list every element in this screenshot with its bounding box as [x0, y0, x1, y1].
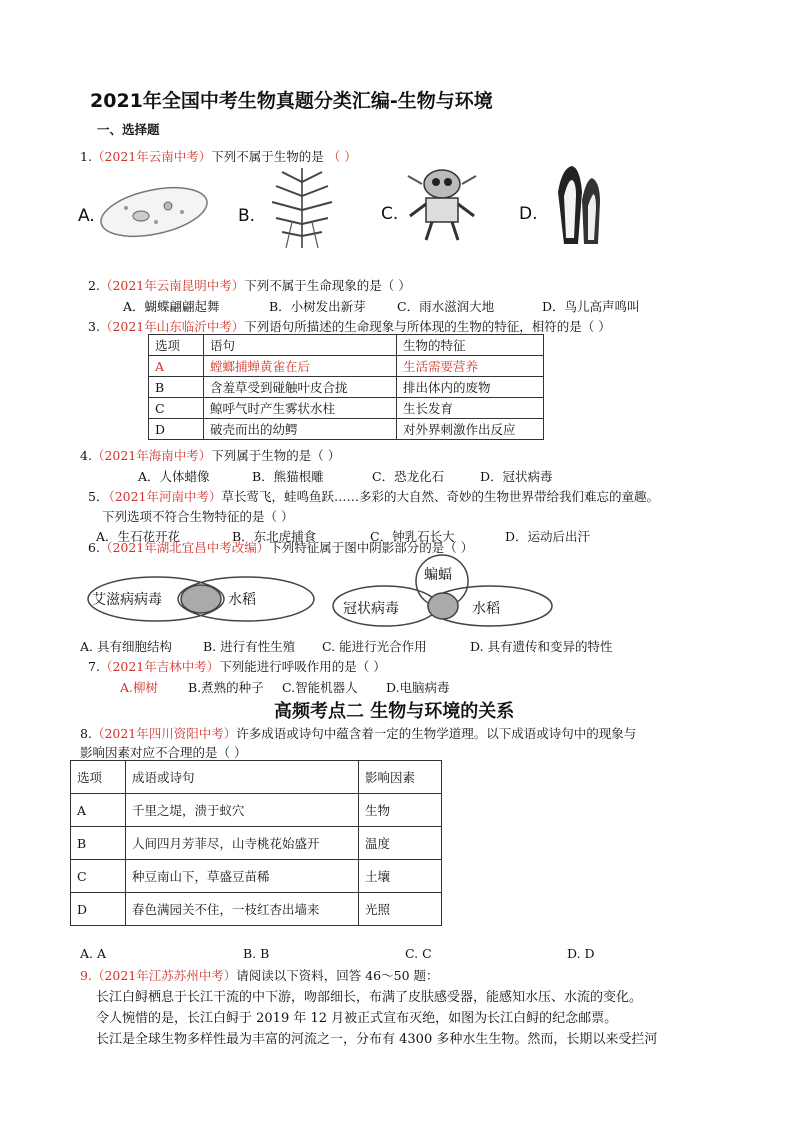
question-2: 2.（2021年云南昆明中考）下列不属于生命现象的是（ ） — [88, 278, 411, 293]
table-row: B 含羞草受到碰触叶皮合拢 排出体内的废物 — [149, 377, 544, 398]
q5-option-c: C．钟乳石长大 — [370, 529, 455, 544]
q2-option-d: D．鸟儿高声鸣叫 — [542, 299, 640, 314]
venn1-label-aids-virus: 艾滋病病毒 — [92, 592, 162, 608]
q8-option-c: C. C — [405, 946, 432, 961]
question-8: 8.（2021年四川资阳中考）许多成语或诗句中蕴含着一定的生物学道理。以下成语或诗句中的现象与 — [80, 726, 637, 741]
q1-option-a: A. — [78, 206, 95, 226]
q9-paragraph-3: 长江是全球生物多样性最为丰富的河流之一，分布有 4300 多种水生生物。然而，长期以来受拦河 — [96, 1032, 658, 1047]
venn2-label-bat: 蝙蝠 — [424, 567, 452, 583]
q4-option-a: A．人体蜡像 — [138, 469, 210, 484]
q6-option-d: D. 具有遗传和变异的特性 — [470, 639, 613, 654]
q8-option-b: B. B — [243, 946, 270, 961]
venn1-label-rice: 水稻 — [228, 592, 256, 608]
question-8-line2: 影响因素对应不合理的是（ ） — [80, 745, 247, 760]
q7-option-d: D.电脑病毒 — [386, 680, 450, 695]
q5-option-a: A．生石花开花 — [96, 529, 181, 544]
question-5: 5．（2021年河南中考）草长莺飞，蛙鸣鱼跃……多彩的大自然、奇妙的生物世界带给我们难忘的童趣。 — [88, 489, 660, 504]
table-header-row: 选项 语句 生物的特征 — [149, 335, 544, 356]
section-heading: 一、选择题 — [97, 122, 160, 137]
penguin-image — [548, 162, 604, 246]
question-1: 1.（2021年云南中考）下列不属于生物的是 （ ） — [80, 149, 357, 164]
fern-image — [262, 162, 342, 250]
q1-option-d: D. — [519, 204, 538, 224]
q6-option-a: A. 具有细胞结构 — [80, 639, 172, 654]
table-row: A 螳螂捕蝉黄雀在后 生活需要营养 — [149, 356, 544, 377]
page-title: 2021年全国中考生物真题分类汇编-生物与环境 — [90, 90, 493, 112]
section-heading-2: 高频考点二 生物与环境的关系 — [274, 701, 515, 722]
q7-option-c: C.智能机器人 — [282, 680, 358, 695]
q4-option-c: C．恐龙化石 — [372, 469, 445, 484]
paramecium-image — [96, 182, 214, 242]
q1-option-b: B. — [238, 206, 256, 226]
q9-paragraph-2: 令人惋惜的是，长江白鲟于 2019 年 12 月被正式宣布灭绝，如图为长江白鲟的纪念邮票。 — [96, 1011, 618, 1026]
question-9: 9.（2021年江苏苏州中考）请阅读以下资料，回答 46～50 题： — [80, 968, 439, 983]
q2-option-b: B．小树发出新芽 — [269, 299, 366, 314]
question-7: 7.（2021年吉林中考）下列能进行呼吸作用的是（ ） — [88, 659, 386, 674]
q7-option-b: B.煮熟的种子 — [188, 680, 264, 695]
venn2-label-rice: 水稻 — [472, 601, 500, 617]
question-5-line2: 下列选项不符合生物特征的是（ ） — [102, 509, 294, 524]
robot-image — [402, 164, 482, 244]
question-3: 3.（2021年山东临沂中考）下列语句所描述的生命现象与所体现的生物的特征，相符的是（ ） — [88, 319, 611, 334]
table-row: D 春色满园关不住，一枝红杏出墙来 光照 — [71, 893, 442, 926]
q6-option-b: B. 进行有性生殖 — [203, 639, 296, 654]
question-6: 6.（2021年湖北宜昌中考改编）下列特征属于图中阴影部分的是（ ） — [88, 540, 474, 555]
q5-option-d: D．运动后出汗 — [505, 529, 591, 544]
table-header-row: 选项 成语或诗句 影响因素 — [71, 761, 442, 794]
q8-table — [70, 760, 442, 926]
q5-option-b: B．东北虎捕食 — [232, 529, 317, 544]
table-row: D 破壳而出的幼鳄 对外界刺激作出反应 — [149, 419, 544, 440]
q4-option-b: B．熊猫根雕 — [252, 469, 324, 484]
q8-option-d: D. D — [567, 946, 595, 961]
question-4: 4.（2021年海南中考）下列属于生物的是（ ） — [80, 448, 341, 463]
table-row: C 种豆南山下，草盛豆苗稀 土壤 — [71, 860, 442, 893]
q9-paragraph-1: 长江白鲟栖息于长江干流的中下游，吻部细长，布满了皮肤感受器，能感知水压、水流的变化。 — [96, 990, 643, 1005]
table-row: A 千里之堤，溃于蚁穴 生物 — [71, 794, 442, 827]
q2-option-c: C．雨水滋润大地 — [397, 299, 495, 314]
q4-option-d: D．冠状病毒 — [480, 469, 553, 484]
q1-option-c: C. — [381, 204, 399, 224]
q3-table — [148, 334, 544, 440]
table-row: C 鲸呼气时产生雾状水柱 生长发育 — [149, 398, 544, 419]
q2-option-a: A．蝴蝶翩翩起舞 — [123, 299, 220, 314]
table-row: B 人间四月芳菲尽，山寺桃花始盛开 温度 — [71, 827, 442, 860]
q6-option-c: C. 能进行光合作用 — [322, 639, 427, 654]
q7-option-a: A.柳树 — [120, 680, 159, 695]
venn2-label-coronavirus: 冠状病毒 — [343, 601, 399, 617]
q8-option-a: A. A — [80, 946, 107, 961]
